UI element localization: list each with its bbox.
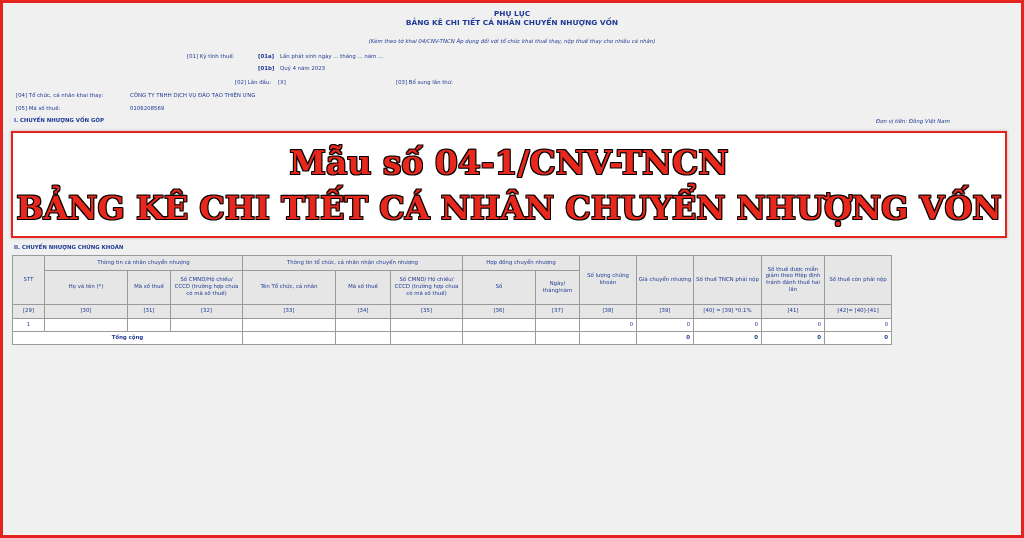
col-id1-header: Số CMND/Hộ chiếu/ CCCD (trường hợp chưa có mã số thuế) [171,271,243,305]
code-cell: [38] [580,305,637,319]
total-blank-cell [391,332,463,345]
total-blank-cell [536,332,580,345]
section-1-title: I. CHUYỂN NHƯỢNG VỐN GÓP [14,118,104,124]
currency-note: Đơn vị tiền: Đồng Việt Nam [876,119,950,125]
total-blank-cell [463,332,536,345]
supplement-label: [03] Bổ sung lần thứ: [396,80,453,86]
banner-form-number: Mẫu số 04-1/CNV-TNCN [289,143,729,182]
total-tax: 0 [694,332,762,345]
row-1-fullname-cell[interactable] [45,319,128,332]
tax-code-label: [05] Mã số thuế: [16,106,61,112]
row-1-contract-no-cell[interactable] [463,319,536,332]
col-exempt-header: Số thuế được miễn giảm theo Hiệp định tránh đánh thuế hai lần [762,255,825,305]
row-1-exempt-cell[interactable]: 0 [762,319,825,332]
group-transferee-header: Thông tin tổ chức, cá nhân nhận chuyển nhượng [243,255,463,271]
code-cell: [41] [762,305,825,319]
section-2-title: II. CHUYỂN NHƯỢNG CHỨNG KHOÁN [14,245,124,251]
total-exempt: 0 [762,332,825,345]
banner-form-title: BẢNG KÊ CHI TIẾT CÁ NHÂN CHUYỂN NHƯỢNG VỐN [16,189,1002,227]
row-1-id2-cell[interactable] [391,319,463,332]
col-tax-header: Số thuế TNCN phải nộp [694,255,762,305]
row-1-quantity-cell[interactable]: 0 [580,319,637,332]
row-1-stt: 1 [12,319,45,332]
field-01b-code: [01b] [258,66,275,72]
tax-code-value: 0106208569 [130,106,165,112]
first-time-value: [X] [278,80,286,86]
field-01b-text: Quý 4 năm 2023 [280,66,326,72]
col-contract-no-header: Số [463,271,536,305]
row-1-taxcode1-cell[interactable] [128,319,171,332]
col-remaining-header: Số thuế còn phải nộp [825,255,892,305]
col-stt-header: STT [12,255,45,305]
form-title: BẢNG KÊ CHI TIẾT CÁ NHÂN CHUYỂN NHƯỢNG VỐN [405,18,619,27]
total-blank-cell [580,332,637,345]
field-01a-code: [01a] [258,54,275,60]
row-1-org-name-cell[interactable] [243,319,336,332]
code-cell: [30] [45,305,128,319]
field-01a-text: Lần phát sinh ngày ... tháng ... năm ... [280,54,384,60]
row-1-contract-date-cell[interactable] [536,319,580,332]
securities-transfer-table [12,255,892,345]
total-label: Tổng cộng [12,332,243,345]
row-1-price-cell[interactable]: 0 [637,319,694,332]
code-cell: [35] [391,305,463,319]
row-1-tax-cell[interactable]: 0 [694,319,762,332]
code-cell: [37] [536,305,580,319]
code-cell: [32] [171,305,243,319]
row-1-id1-cell[interactable] [171,319,243,332]
code-cell: [29] [12,305,45,319]
form-note: (Kèm theo tờ khai 04/CNV-TNCN Áp dụng đối với tổ chức khai thuế thay, nộp thuế thay cho nhiều cá nhân) [368,39,656,45]
row-1-remaining-cell[interactable]: 0 [825,319,892,332]
code-cell: [40] = [39] *0.1% [694,305,762,319]
total-remaining: 0 [825,332,892,345]
code-cell: [36] [463,305,536,319]
col-quantity-header: Số lượng chứng khoán [580,255,637,305]
col-id2-header: Số CMND/ Hộ chiếu/ CCCD (trường hợp chưa có mã số thuế) [391,271,463,305]
title-banner [11,131,1007,238]
organization-value: CÔNG TY TNHH DỊCH VỤ ĐÀO TẠO THIÊN ƯNG [130,93,256,99]
col-price-header: Giá chuyển nhượng [637,255,694,305]
col-contract-date-header: Ngày/ tháng/năm [536,271,580,305]
tax-period-label: [01] Kỳ tính thuế: [187,54,235,60]
total-blank-cell [336,332,391,345]
group-contract-header: Hợp đồng chuyển nhượng [463,255,580,271]
col-taxcode1-header: Mã số thuế [128,271,171,305]
first-time-label: [02] Lần đầu: [235,80,272,86]
code-cell: [33] [243,305,336,319]
appendix-title: PHỤ LỤC [493,9,531,18]
total-blank-cell [243,332,336,345]
total-price: 0 [637,332,694,345]
code-cell: [34] [336,305,391,319]
col-fullname-header: Họ và tên (*) [45,271,128,305]
organization-label: [04] Tổ chức, cá nhân khai thay: [16,93,104,99]
code-cell: [39] [637,305,694,319]
code-cell: [31] [128,305,171,319]
group-transferor-header: Thông tin cá nhân chuyển nhượng [45,255,243,271]
col-taxcode2-header: Mã số thuế [336,271,391,305]
row-1-taxcode2-cell[interactable] [336,319,391,332]
code-cell: [42]= [40]-[41] [825,305,892,319]
col-org-name-header: Tên Tổ chức, cá nhân [243,271,336,305]
